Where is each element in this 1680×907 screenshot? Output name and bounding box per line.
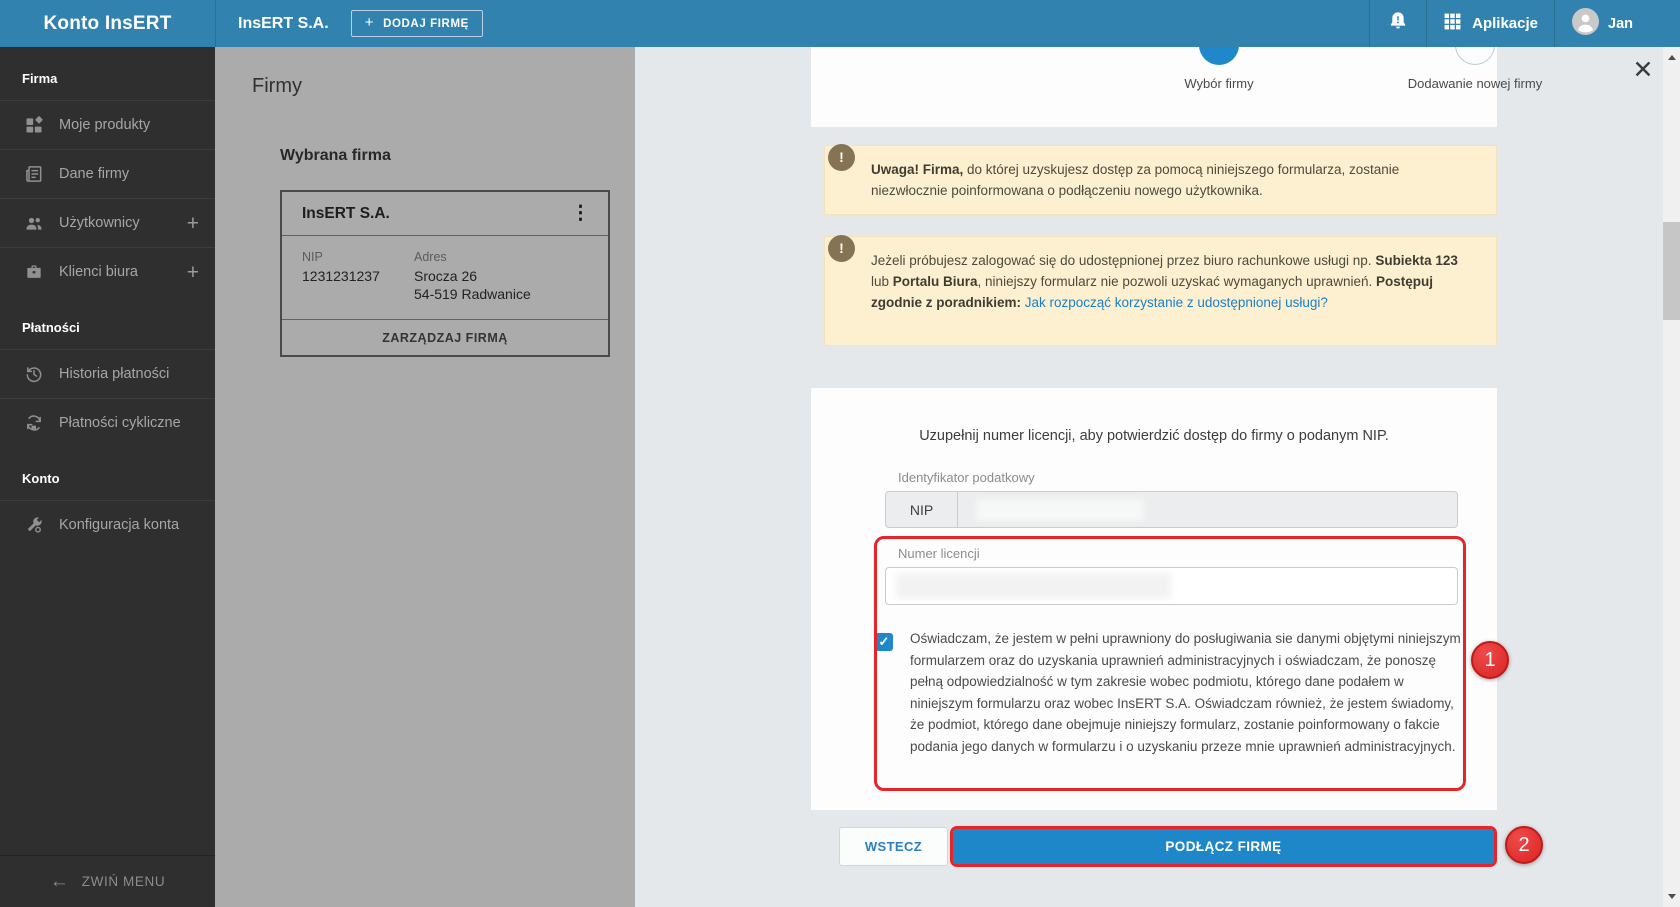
nip-label: NIP [302, 250, 323, 264]
selected-company-label: Wybrana firma [280, 147, 391, 164]
briefcase-icon [24, 262, 44, 282]
license-number-label: Numer licencji [898, 546, 980, 561]
sidebar-section-konto: Konto [22, 471, 60, 486]
user-avatar-icon [1572, 8, 1599, 39]
notification-bell-icon [1387, 10, 1409, 37]
apps-grid-icon [1443, 12, 1462, 35]
company-name: InsERT S.A. [302, 204, 390, 222]
plus-icon[interactable]: + [186, 260, 199, 284]
topbar-company-name: InsERT S.A. [238, 14, 329, 32]
plus-icon: + [364, 14, 375, 31]
scrollbar [1663, 47, 1680, 907]
sidebar-item-historia-platnosci[interactable]: Historia płatności [0, 349, 215, 398]
declaration-text: Oświadczam, że jestem w pełni uprawniony do posługiwania sie danymi objętymi niniejszym formularzem oraz do uzyskania uprawnień administracyjnych i oświadczam, że ponoszę pełną odpowiedzialność w tym zakresie wobec podmiotu, którego dane podałem w niniejszym formularzu oraz wobec InsERT S.A. Oświadczam również, że jestem świadomy, że podmiot, którego dane obejmuje niniejszy formularz, zostanie poinformowany o fakcie podania jego danych w formularzu i o uzyskaniu przeze mnie uprawnień administracyjnych. [910, 631, 1461, 754]
exclamation-icon: ! [828, 144, 855, 171]
recurring-payments-icon [24, 413, 44, 433]
step-2-label: Dodawanie nowej firmy [1407, 76, 1543, 91]
annotation-badge-2: 2 [1505, 826, 1543, 864]
manage-company-button[interactable]: ZARZĄDZAJ FIRMĄ [282, 319, 608, 355]
users-icon [24, 213, 44, 233]
back-button[interactable]: WSTECZ [839, 827, 948, 866]
sidebar-item-moje-produkty[interactable]: Moje produkty [0, 100, 215, 149]
submit-annotation-outline [950, 826, 1497, 867]
warning-2-bold: Portalu Biura [892, 274, 978, 289]
license-form-card [811, 388, 1497, 810]
topbar-logo-area [0, 0, 215, 47]
sidebar-item-konfiguracja-konta[interactable]: Konfiguracja konta [0, 500, 215, 549]
sidebar-item-uzytkownicy[interactable]: Użytkownicy + [0, 198, 215, 247]
connect-company-button[interactable]: PODŁĄCZ FIRMĘ [953, 829, 1494, 864]
annotation-badge-1: 1 [1471, 641, 1509, 679]
notifications-button[interactable] [1370, 0, 1426, 47]
warning-2-text: , niniejszy formularz nie pozwoli uzyskać wymaganych uprawnień. [977, 274, 1376, 289]
companies-panel [215, 47, 635, 907]
nip-input-redacted[interactable] [976, 499, 1144, 521]
warning-2-text: Jeżeli próbujesz zalogować się do udostępnionej przez biuro rachunkowe usługi np. [871, 253, 1376, 268]
scroll-up-arrow[interactable] [1663, 49, 1680, 66]
step-1-indicator [1199, 47, 1239, 65]
step-1-label: Wybór firmy [1184, 76, 1254, 91]
sidebar-item-dane-firmy[interactable]: Dane firmy [0, 149, 215, 198]
user-menu-button[interactable] [1555, 0, 1650, 47]
connect-company-wizard [635, 47, 1680, 907]
declaration-checkbox[interactable]: ✓ [875, 633, 893, 651]
add-company-button[interactable] [351, 10, 483, 37]
tax-id-label: Identyfikator podatkowy [898, 470, 1035, 485]
apps-button[interactable] [1427, 0, 1554, 47]
sidebar-item-klienci-biura[interactable]: Klienci biura + [0, 247, 215, 296]
plus-icon[interactable]: + [186, 211, 199, 235]
warning-2-text: lub [871, 274, 893, 289]
company-data-icon [24, 164, 44, 184]
products-icon [24, 115, 44, 135]
user-name: Jan [1608, 15, 1633, 32]
topbar-right [1369, 0, 1680, 47]
warning-1-bold: Uwaga! Firma, [871, 162, 964, 177]
form-intro-text: Uzupełnij numer licencji, aby potwierdzić dostęp do firmy o podanym NIP. [919, 428, 1389, 444]
add-company-label: DODAJ FIRMĘ [383, 17, 469, 30]
warning-2-bold: Postępuj zgodnie z poradnikiem: [871, 274, 1433, 310]
scrollbar-thumb[interactable] [1663, 222, 1680, 320]
sidebar [0, 47, 215, 907]
address-line1: Srocza 26 [414, 268, 478, 284]
warning-1-text: do której uzyskujesz dostęp za pomocą niniejszego formularza, zostanie niezwłocznie poinformowana o podłączeniu nowego użytkownika. [871, 162, 1400, 198]
sidebar-section-firma: Firma [22, 71, 58, 86]
warning-2-bold: Subiekta 123 [1375, 253, 1458, 268]
history-icon [24, 364, 44, 384]
app-logo[interactable]: Konto InsERT [43, 12, 172, 34]
nip-value: 1231231237 [302, 268, 380, 284]
dim-overlay [215, 47, 635, 907]
wizard-stepper [811, 47, 1543, 127]
page-title: Firmy [252, 75, 302, 97]
scroll-down-arrow[interactable] [1663, 888, 1680, 905]
warning-box-2 [824, 236, 1497, 346]
topbar [0, 0, 1680, 47]
sidebar-section-platnosci: Płatności [22, 320, 80, 335]
step-2-indicator [1455, 47, 1495, 65]
account-settings-icon [24, 515, 44, 535]
address-line2: 54-519 Radwanice [414, 286, 531, 302]
exclamation-icon: ! [828, 235, 855, 262]
collapse-menu-label: ZWIŃ MENU [81, 874, 166, 889]
apps-label: Aplikacje [1472, 15, 1538, 32]
address-label: Adres [414, 250, 447, 264]
topbar-divider [215, 0, 216, 47]
nip-input-group [885, 491, 1458, 528]
license-number-input[interactable] [885, 567, 1458, 605]
arrow-left-icon: ← [49, 870, 69, 892]
guide-link[interactable]: Jak rozpocząć korzystanie z udostępnionej usługi? [1021, 295, 1328, 310]
warning-box-1 [824, 145, 1497, 215]
close-icon[interactable]: ✕ [1632, 56, 1654, 84]
collapse-menu-button[interactable] [0, 855, 215, 907]
sidebar-item-platnosci-cykliczne[interactable]: Płatności cykliczne [0, 398, 215, 447]
kebab-menu-icon[interactable]: ⋮ [571, 203, 590, 224]
nip-prefix: NIP [886, 492, 958, 527]
license-value-redacted [896, 573, 1171, 599]
